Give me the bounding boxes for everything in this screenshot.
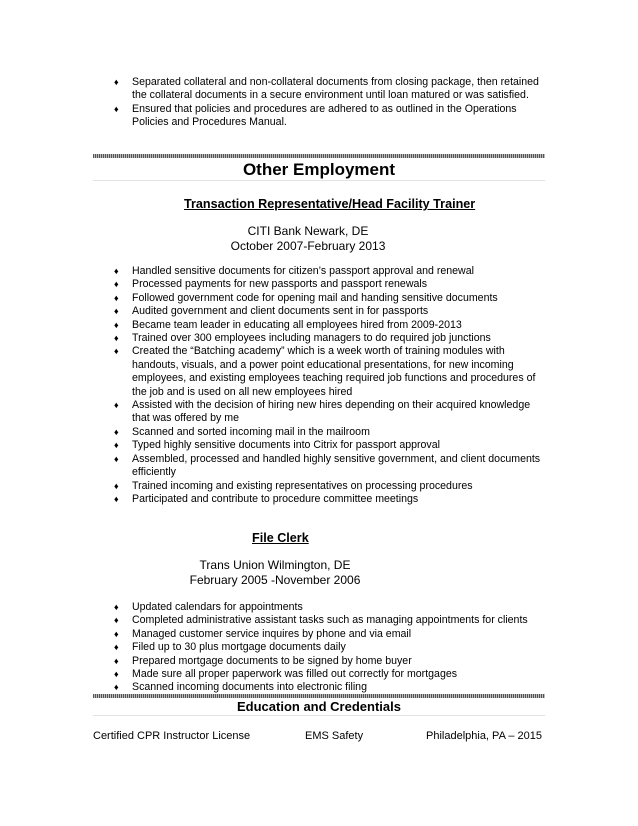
section-underline bbox=[93, 180, 545, 181]
list-item: ♦ Managed customer service inquires by phone and via email bbox=[114, 627, 412, 640]
diamond-bullet-icon: ♦ bbox=[114, 77, 119, 87]
diamond-bullet-icon: ♦ bbox=[114, 319, 119, 330]
employer-name: Trans Union Wilmington, DE bbox=[199, 558, 351, 572]
previous-job-bullet-list bbox=[114, 76, 546, 130]
diamond-bullet-icon: ♦ bbox=[114, 279, 119, 290]
list-item: ♦ Created the “Batching academy” which is a week worth of training modules with handouts, visuals, and a power point educational presentations, for new incoming employees, and existing employees teaching required job functions and procedures of the job and is used on all new employees hired bbox=[114, 345, 536, 398]
diamond-bullet-icon: ♦ bbox=[114, 426, 119, 437]
credential-location-year: Philadelphia, PA – 2015 bbox=[426, 730, 542, 742]
diamond-bullet-icon: ♦ bbox=[114, 642, 119, 653]
list-item: ♦ Participated and contribute to procedure committee meetings bbox=[114, 492, 419, 505]
employment-dates: February 2005 -November 2006 bbox=[189, 573, 361, 587]
education-heading: Education and Credentials bbox=[237, 699, 401, 714]
list-item: ♦ Completed administrative assistant tasks such as managing appointments for clients bbox=[114, 614, 528, 627]
job-bullet-list bbox=[114, 601, 546, 695]
diamond-bullet-icon: ♦ bbox=[114, 682, 119, 693]
employer bbox=[190, 224, 426, 254]
diamond-bullet-icon: ♦ bbox=[114, 628, 119, 639]
list-item: ♦ Processed payments for new passports and passport renewals bbox=[114, 278, 428, 291]
list-item: ♦ Scanned incoming documents into electronic filing bbox=[114, 681, 367, 694]
diamond-bullet-icon: ♦ bbox=[114, 266, 119, 276]
list-item: ♦ Scanned and sorted incoming mail in the mailroom bbox=[114, 425, 370, 438]
list-item: ♦ Filed up to 30 plus mortgage documents daily bbox=[114, 641, 346, 654]
employment-dates: October 2007-February 2013 bbox=[230, 239, 386, 253]
list-item: ♦ Assembled, processed and handled highly sensitive government, and client documents efficiently bbox=[114, 452, 541, 479]
diamond-bullet-icon: ♦ bbox=[114, 306, 119, 317]
list-item: ♦ Prepared mortgage documents to be signed by home buyer bbox=[114, 654, 412, 667]
diamond-bullet-icon: ♦ bbox=[114, 602, 119, 612]
list-item: ♦ Ensured that policies and procedures are adhered to as outlined in the Operations Policies and Procedures Manual. bbox=[114, 102, 517, 129]
list-item: ♦ Assisted with the decision of hiring new hires depending on their acquired knowledge that was offered by me bbox=[114, 399, 531, 425]
diamond-bullet-icon: ♦ bbox=[114, 615, 119, 626]
list-item: ♦ Typed highly sensitive documents into Citrix for passport approval bbox=[114, 439, 440, 452]
diamond-bullet-icon: ♦ bbox=[114, 655, 119, 666]
other-employment-heading: Other Employment bbox=[242, 160, 396, 179]
section-divider bbox=[93, 154, 545, 158]
diamond-bullet-icon: ♦ bbox=[114, 346, 119, 357]
list-item: ♦ Became team leader in educating all employees hired from 2009-2013 bbox=[114, 318, 462, 331]
list-item: ♦ Handled sensitive documents for citizen’s passport approval and renewal bbox=[114, 265, 474, 277]
diamond-bullet-icon: ♦ bbox=[114, 480, 119, 491]
diamond-bullet-icon: ♦ bbox=[114, 453, 119, 464]
list-item: ♦ Separated collateral and non-collateral documents from closing package, then retained the collateral documents in a secure environment until loan matured or was satisfied. bbox=[114, 76, 539, 102]
diamond-bullet-icon: ♦ bbox=[114, 103, 119, 114]
list-item: ♦ Followed government code for opening mail and handing sensitive documents bbox=[114, 291, 498, 304]
section-divider bbox=[93, 694, 545, 698]
diamond-bullet-icon: ♦ bbox=[114, 440, 119, 451]
list-item: ♦ Trained over 300 employees including managers to do required job junctions bbox=[114, 332, 491, 345]
credential-name: Certified CPR Instructor License bbox=[93, 730, 251, 742]
credential-provider: EMS Safety bbox=[305, 730, 364, 742]
employer bbox=[170, 558, 380, 588]
diamond-bullet-icon: ♦ bbox=[114, 493, 119, 504]
job-title: File Clerk bbox=[252, 531, 309, 545]
list-item: ♦ Updated calendars for appointments bbox=[114, 601, 303, 613]
job-bullet-list bbox=[114, 265, 546, 506]
diamond-bullet-icon: ♦ bbox=[114, 292, 119, 303]
list-item: ♦ Trained incoming and existing representatives on processing procedures bbox=[114, 479, 473, 492]
list-item: ♦ Made sure all proper paperwork was filled out correctly for mortgages bbox=[114, 668, 458, 681]
diamond-bullet-icon: ♦ bbox=[114, 333, 119, 344]
job-title: Transaction Representative/Head Facility Trainer bbox=[184, 197, 476, 211]
diamond-bullet-icon: ♦ bbox=[114, 400, 119, 411]
diamond-bullet-icon: ♦ bbox=[114, 669, 119, 680]
section-underline bbox=[93, 715, 545, 716]
employer-name: CITI Bank Newark, DE bbox=[247, 224, 369, 238]
list-item: ♦ Audited government and client documents sent in for passports bbox=[114, 305, 429, 318]
